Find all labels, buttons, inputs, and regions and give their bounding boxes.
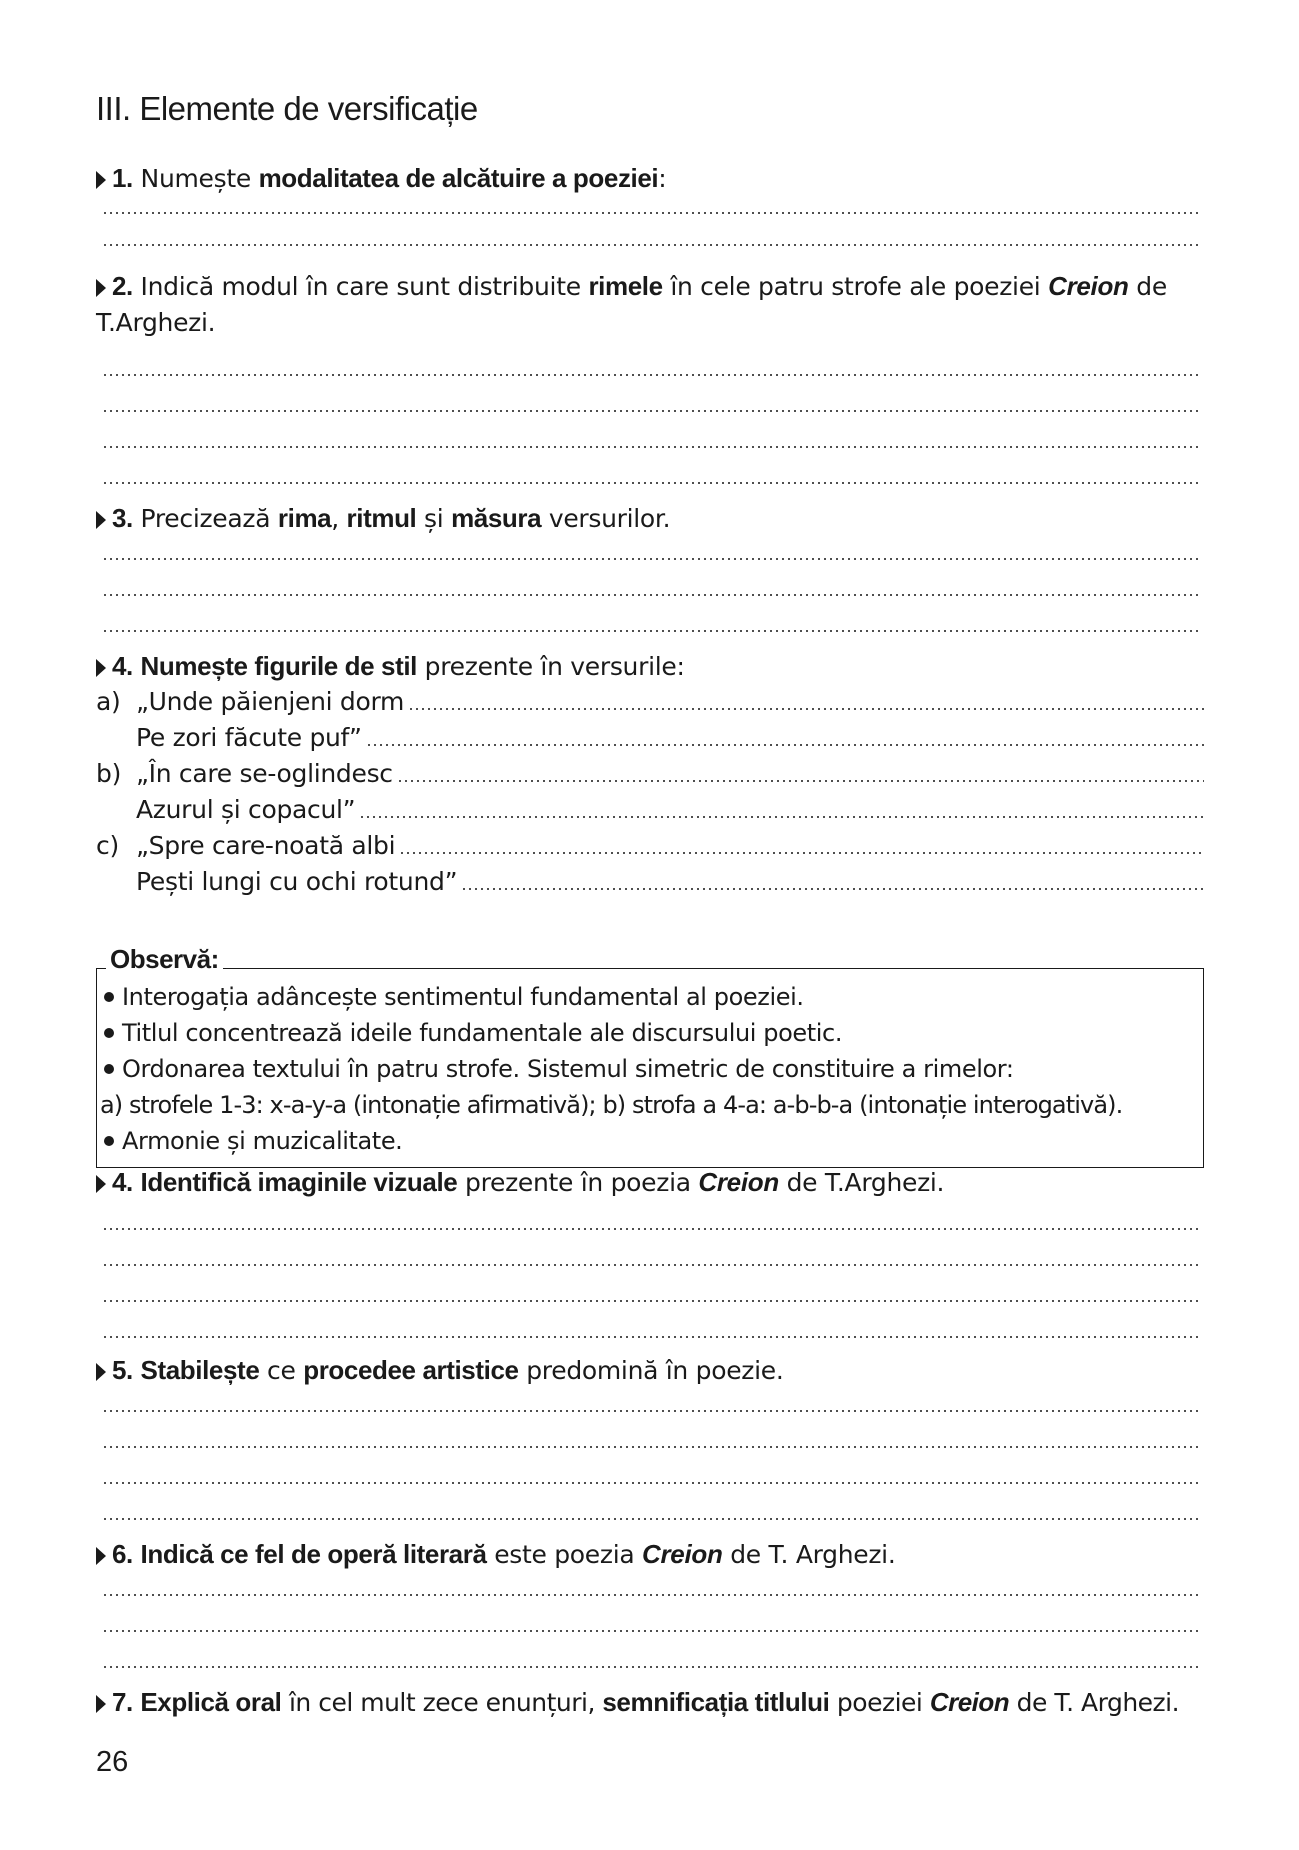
question-6: 6. Indică ce fel de operă literară este poezia Creion de T. Arghezi. [96, 1536, 1204, 1573]
arrow-icon [96, 1547, 106, 1565]
worksheet-page [96, 0, 1204, 1850]
verse-line: b) „În care se-oglindesc [96, 756, 1204, 792]
answer-line[interactable] [102, 592, 1200, 598]
observa-item: Ordonarea textului în patru strofe. Sistemul simetric de constituire a rimelor: [104, 1052, 1014, 1086]
verse-line: Azurul și copacul” [96, 792, 1204, 828]
arrow-icon [96, 279, 106, 297]
observa-label: Observă: [106, 944, 223, 975]
answer-line[interactable] [102, 1262, 1200, 1268]
verse-line: Pe zori făcute puf” [96, 720, 1204, 756]
answer-line[interactable] [102, 408, 1200, 414]
answer-line[interactable] [102, 1298, 1200, 1304]
answer-line[interactable] [102, 1444, 1200, 1450]
arrow-icon [96, 1363, 106, 1381]
question-1: 1. Numește modalitatea de alcătuire a poeziei: [96, 160, 1204, 197]
bullet-icon [104, 1028, 114, 1038]
answer-line[interactable] [102, 628, 1200, 634]
question-4: 4. Numește figurile de stil prezente în versurile: [96, 648, 1204, 685]
answer-line[interactable] [399, 850, 1204, 856]
answer-line[interactable] [397, 778, 1204, 784]
answer-line[interactable] [102, 1628, 1200, 1634]
observa-item: Titlul concentrează ideile fundamentale ale discursului poetic. [104, 1016, 842, 1050]
answer-line[interactable] [408, 706, 1204, 712]
bullet-icon [104, 992, 114, 1002]
question-4b: 4. Identifică imaginile vizuale prezente în poezia Creion de T.Arghezi. [96, 1164, 1204, 1201]
answer-line[interactable] [102, 1516, 1200, 1522]
arrow-icon [96, 171, 106, 189]
bullet-icon [104, 1136, 114, 1146]
answer-line[interactable] [102, 242, 1200, 248]
bullet-icon [104, 1064, 114, 1074]
observa-item: Interogația adâncește sentimentul fundamental al poeziei. [104, 980, 804, 1014]
question-5: 5. Stabilește ce procedee artistice predomină în poezie. [96, 1352, 1204, 1389]
answer-line[interactable] [102, 1408, 1200, 1414]
verse-line: a) „Unde păienjeni dorm [96, 684, 1204, 720]
answer-line[interactable] [102, 1480, 1200, 1486]
answer-line[interactable] [102, 372, 1200, 378]
answer-line[interactable] [102, 444, 1200, 450]
arrow-icon [96, 1695, 106, 1713]
answer-line[interactable] [102, 1226, 1200, 1232]
answer-line[interactable] [102, 1592, 1200, 1598]
question-2: 2. Indică modul în care sunt distribuite rimele în cele patru strofe ale poeziei Creion de T.Arghezi. [96, 271, 1167, 337]
answer-line[interactable] [102, 1664, 1200, 1670]
answer-line[interactable] [102, 556, 1200, 562]
answer-line[interactable] [102, 1334, 1200, 1340]
arrow-icon [96, 1175, 106, 1193]
answer-line[interactable] [366, 742, 1204, 748]
section-title: III. Elemente de versificație [96, 90, 478, 127]
answer-line[interactable] [102, 480, 1200, 486]
answer-line[interactable] [461, 886, 1204, 892]
question-3: 3. Precizează rima, ritmul și măsura versurilor. [96, 500, 1204, 537]
question-7: 7. Explică oral în cel mult zece enunțuri, semnificația titlului poeziei Creion de T. Arghezi. [96, 1684, 1204, 1721]
arrow-icon [96, 511, 106, 529]
answer-line[interactable] [102, 210, 1200, 216]
observa-item: a) strofele 1-3: x-a-y-a (intonație afirmativă); b) strofa a 4-a: a-b-b-a (intonație interogativă). [100, 1091, 1123, 1119]
observa-item: Armonie și muzicalitate. [104, 1124, 402, 1158]
page-number: 26 [96, 1746, 129, 1778]
answer-line[interactable] [359, 814, 1204, 820]
verse-line: Pești lungi cu ochi rotund” [96, 864, 1204, 900]
verse-line: c) „Spre care-noată albi [96, 828, 1204, 864]
arrow-icon [96, 659, 106, 677]
